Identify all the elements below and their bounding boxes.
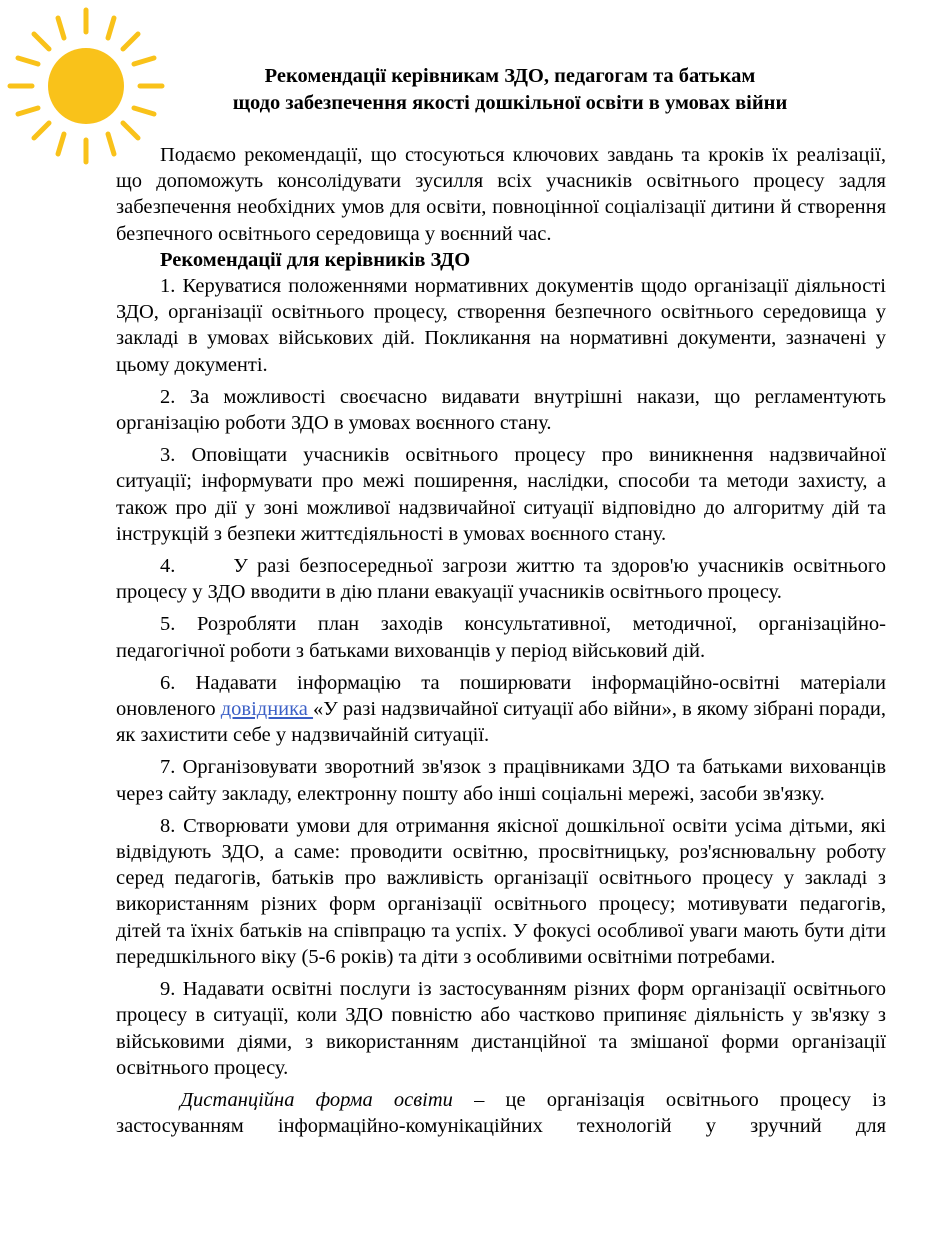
intro-paragraph: Подаємо рекомендації, що стосуються ключових завдань та кроків їх реалізації, що допоможуть консолідувати зусилля всіх учасників освітнього процесу задля забезпечення необхідних умов для освіти, повноцінної соціалізації дитини й створення безпечного освітнього середовища у воєнний час. [116, 144, 886, 245]
list-item-6-text-after: «У разі надзвичайної ситуації або війни», в якому зібрані поради, як захистити себе у надзвичайній ситуації. [116, 698, 886, 747]
title-line-1: Рекомендації керівникам ЗДО, педагогам та батькам [264, 65, 756, 87]
list-item-1: 1. Керуватися положеннями нормативних документів щодо організації діяльності ЗДО, організації освітнього процесу, створення безпечного освітнього середовища у закладі в умовах військових дій. Покликання на нормативні документи, зазначені у цьому документі. [116, 275, 886, 376]
document-body [116, 142, 886, 1139]
last-paragraph [116, 1087, 886, 1139]
list-item-9: 9. Надавати освітні послуги із застосуванням різних форм організації освітнього процесу в ситуації, коли ЗДО повністю або частково припиняє діяльність у зв'язку з військовими діями, з використанням дистанційної та змішаної форми організації освітнього процесу. [116, 978, 886, 1079]
list-item-5: 5. Розробляти план заходів консультативної, методичної, організаційно-педагогічної роботи з батьками вихованців у період військовий дій. [116, 613, 886, 662]
list-item-6 [116, 670, 886, 749]
list-item-6-text-before: 6. Надавати інформацію та поширювати інформаційно-освітні матеріали оновленого [116, 671, 886, 721]
list-item-3: 3. Оповіщати учасників освітнього процесу про виникнення надзвичайної ситуації; інформувати про межі поширення, наслідки, способи та методи захисту, а також про дії у зоні можливої надзвичайної ситуації відповідно до алгоритму дій та інструкцій з безпеки життєдіяльності в умовах воєнного стану. [116, 444, 886, 545]
document-title [170, 63, 850, 117]
last-paragraph-text: – це організація освітнього процесу із застосуванням інформаційно-комунікаційних технологій у зручний для [116, 1088, 886, 1138]
list-item-2: 2. За можливості своєчасно видавати внутрішні накази, що регламентують організацію роботи ЗДО в умовах воєнного стану. [116, 385, 886, 435]
section-heading: Рекомендації для керівників ЗДО [160, 248, 471, 271]
list-item-4-number: 4. [160, 555, 176, 578]
list-item-7: 7. Організовувати зворотний зв'язок з працівниками ЗДО та батьками вихованців через сайту закладу, електронну пошту або інші соціальні мережі, засоби зв'язку. [116, 756, 886, 805]
distance-learning-term: Дистанційна форма освіти [180, 1088, 453, 1111]
list-item-4-text: У разі безпосередньої загрози життю та здоров'ю учасників освітнього процесу у ЗДО вводити в дію плани евакуації учасників освітнього процесу. [116, 555, 886, 604]
list-item-8: 8. Створювати умови для отримання якісної дошкільної освіти усіма дітьми, які відвідують ЗДО, а саме: проводити освітню, просвітницьку, роз'яснювальну роботу серед педагогів, батьків про важливість організації освітнього процесу у закладі з використанням різних форм організації освітнього процесу; мотивувати педагогів, дітей та їхніх батьків на співпрацю та успіх. У фокусі особливої уваги мають бути діти передшкільного віку (5-6 років) та діти з особливими освітніми потребами. [116, 814, 886, 968]
list-item-4 [116, 553, 886, 605]
handbook-link[interactable]: довідника [220, 698, 314, 721]
title-line-2: щодо забезпечення якості дошкільної освіти в умовах війни [232, 92, 788, 114]
